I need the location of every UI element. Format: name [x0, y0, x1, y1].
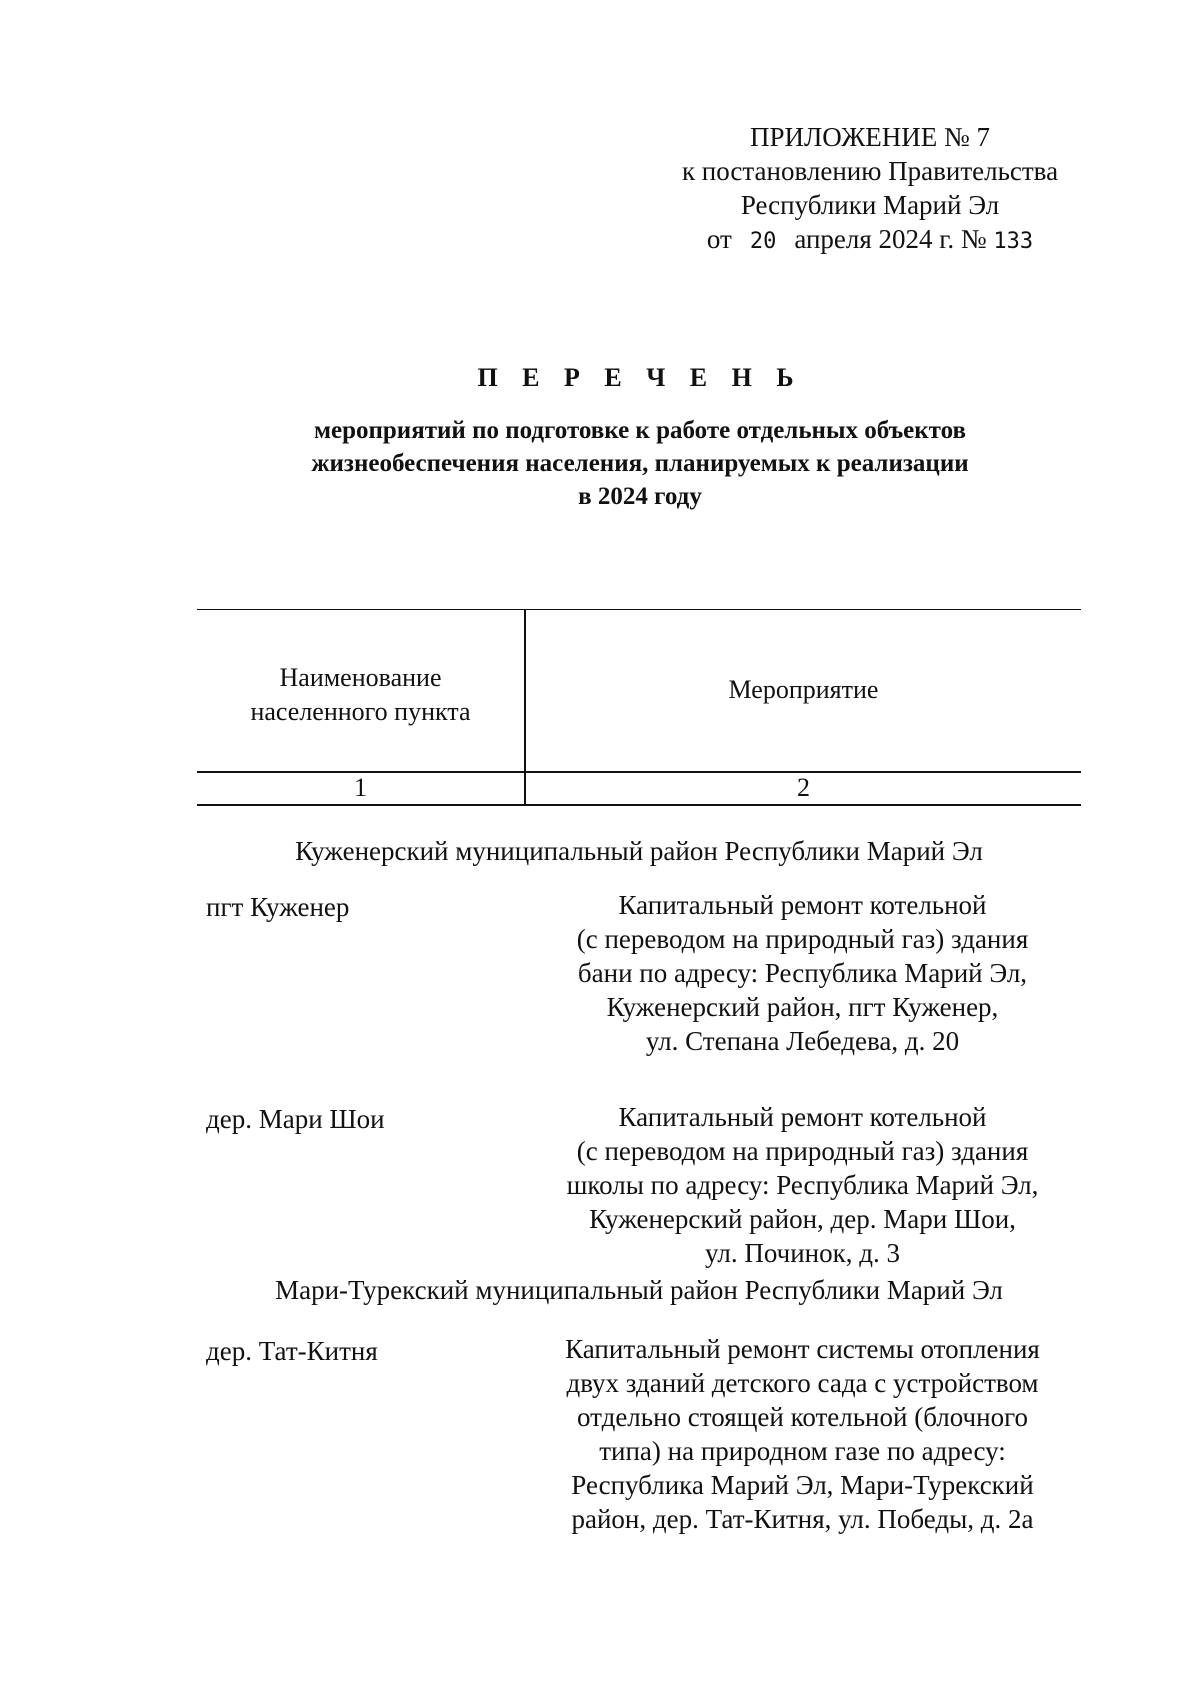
measure-line: район, дер. Тат-Китня, ул. Победы, д. 2а	[571, 1504, 1034, 1534]
column-header-measure: Мероприятие	[728, 675, 879, 704]
measure-line: Капитальный ремонт котельной	[618, 1102, 987, 1132]
measure-line: двух зданий детского сада с устройством	[566, 1368, 1039, 1398]
settlement-name: дер. Мари Шои	[206, 1104, 385, 1134]
column-number-2: 2	[797, 773, 810, 802]
date-prefix: от	[706, 224, 732, 254]
measure-line: (с переводом на природный газ) здания	[576, 1136, 1029, 1166]
date-rest: апреля 2024 г. №	[794, 224, 987, 254]
measure-line: ул. Степана Лебедева, д. 20	[645, 1026, 960, 1056]
district-heading: Куженерский муниципальный район Республики Марий Эл	[295, 836, 983, 866]
subtitle-line: мероприятий по подготовке к работе отдельных объектов	[313, 417, 967, 444]
measure-line: бани по адресу: Республика Марий Эл,	[577, 958, 1028, 988]
measure-line: Куженерский район, дер. Мари Шои,	[589, 1204, 1016, 1234]
table-top-rule	[197, 609, 1081, 610]
measure-line: типа) на природном газе по адресу:	[599, 1436, 1006, 1466]
measure-line: Капитальный ремонт системы отопления	[565, 1334, 1040, 1364]
measure-line: отдельно стоящей котельной (блочного	[577, 1402, 1028, 1432]
document-title: П Е Р Е Ч Е Н Ь	[477, 363, 803, 392]
measure-line: Республика Марий Эл, Мари-Турекский	[571, 1470, 1034, 1500]
subtitle-line: жизнеобеспечения населения, планируемых к реализации	[311, 450, 969, 477]
measure-line: школы по адресу: Республика Марий Эл,	[566, 1170, 1039, 1200]
appendix-title: ПРИЛОЖЕНИЕ № 7	[749, 122, 991, 152]
measure-text	[525, 1332, 1080, 1536]
date-day: 20	[749, 229, 777, 254]
table-bottom-rule	[197, 804, 1081, 806]
measure-line: Куженерский район, пгт Куженер,	[606, 992, 999, 1022]
settlement-name: дер. Тат-Китня	[206, 1336, 378, 1366]
measure-line: (с переводом на природный газ) здания	[576, 924, 1029, 954]
settlement-name: пгт Куженер	[206, 892, 350, 922]
column-header-line: населенного пункта	[250, 697, 471, 726]
appendix-date-line	[640, 222, 1100, 259]
appendix-header	[640, 120, 1100, 259]
appendix-line-3: Республики Марий Эл	[740, 190, 1000, 220]
measure-text	[525, 888, 1080, 1058]
table-header	[197, 609, 1081, 805]
district-heading: Мари-Турекский муниципальный район Республики Марий Эл	[275, 1275, 1003, 1305]
column-number-1: 1	[354, 773, 367, 802]
measure-line: ул. Починок, д. 3	[705, 1238, 900, 1268]
document-subtitle	[200, 414, 1080, 513]
measure-text	[525, 1100, 1080, 1270]
subtitle-line: в 2024 году	[578, 483, 702, 510]
decree-number: 133	[993, 229, 1034, 254]
column-header-line: Наименование	[279, 663, 442, 692]
measure-line: Капитальный ремонт котельной	[618, 890, 987, 920]
column-header-settlement	[197, 661, 524, 729]
appendix-line-2: к постановлению Правительства	[681, 156, 1059, 186]
